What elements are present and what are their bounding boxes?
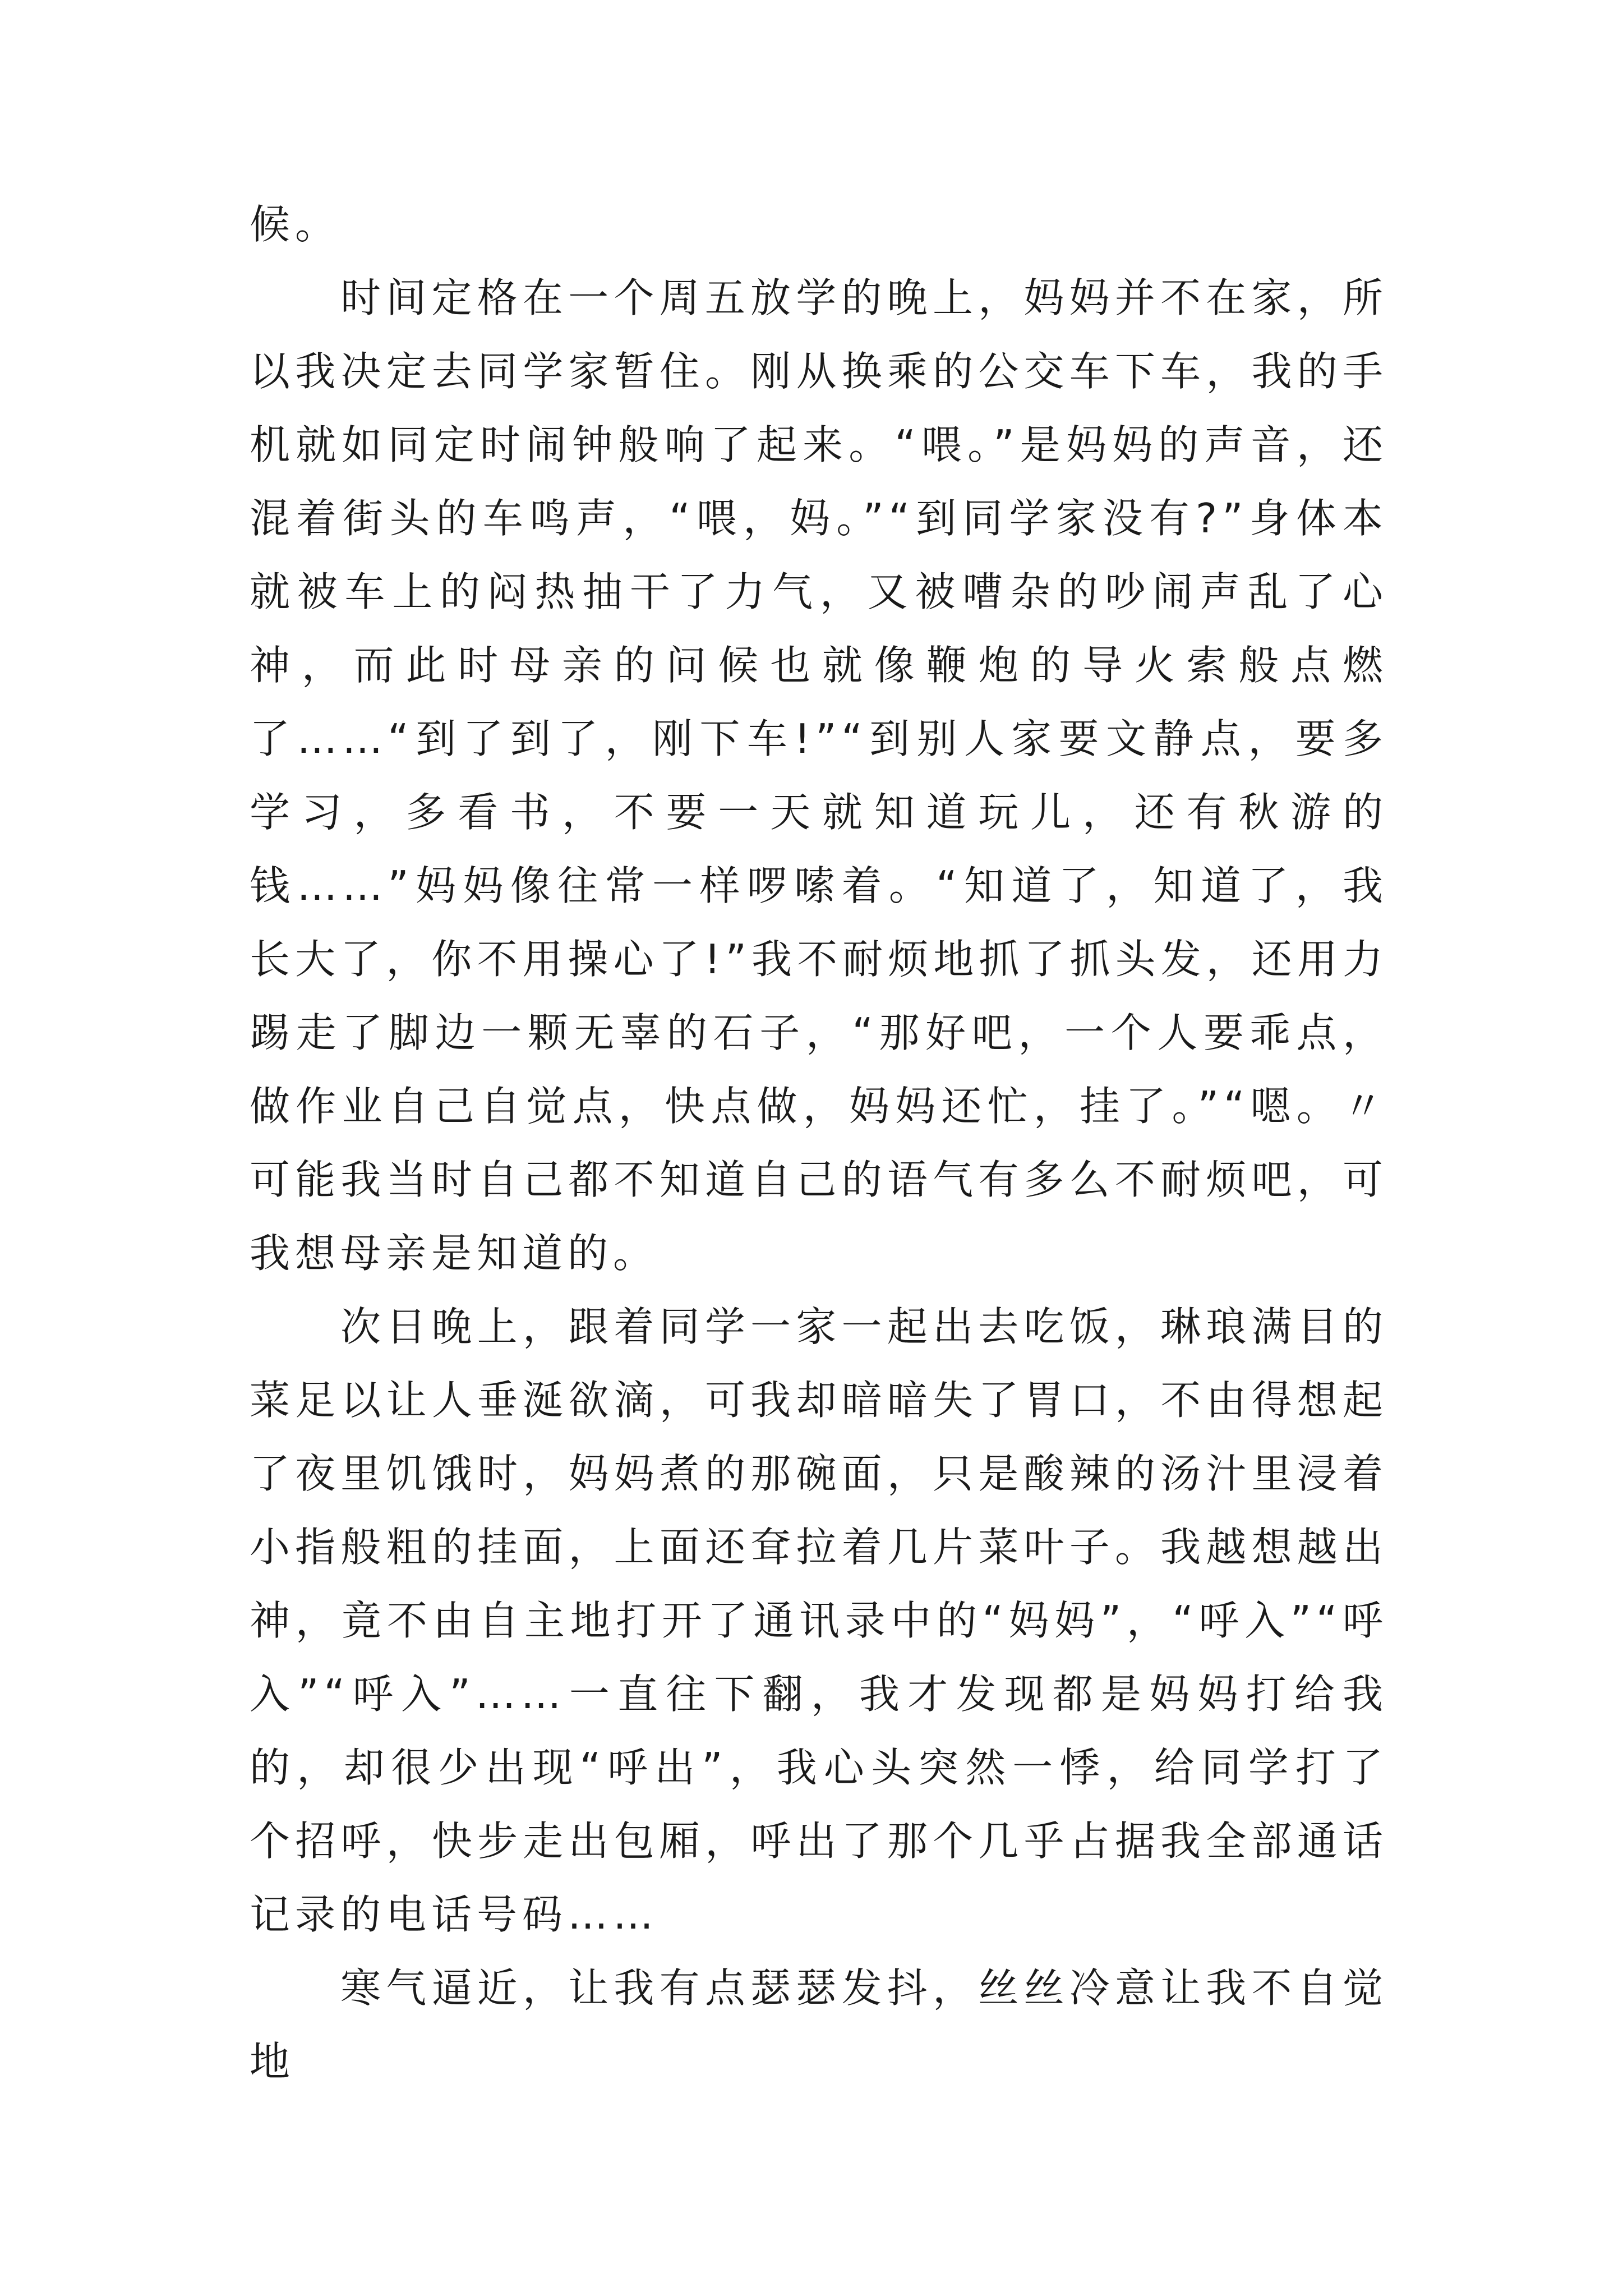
paragraph-next-evening: 次日晚上，跟着同学一家一起出去吃饭，琳琅满目的菜足以让人垂涎欲滴，可我却暗暗失了胃口，不由得想起了夜里饥饿时，妈妈煮的那碗面，只是酸辣的汤汁里浸着小指般粗的挂面，上面还耷拉着几片菜叶子。我越想越出神，竟不由自主地打开了通讯录中的“妈妈”，“呼入”“呼入”“呼入”……一直往下翻，我才发现都是妈妈打给我的，却很少出现“呼出”，我心头突然一悸，给同学打了个招呼，快步走出包厢，呼出了那个几乎占据我全部通话记录的电话号码……: [250, 1303, 1388, 1938]
paragraph-continuation: 候。: [250, 201, 341, 248]
paragraph-phone-call: 时间定格在一个周五放学的晚上，妈妈并不在家，所以我决定去同学家暂住。刚从换乘的公交车下车，我的手机就如同定时闹钟般响了起来。“喂。”是妈妈的声音，还混着街头的车鸣声，“喂，妈。”“到同学家没有?”身体本就被车上的闷热抽干了力气，又被嘈杂的吵闹声乱了心神，而此时母亲的问候也就像鞭炮的导火索般点燃了……“到了到了，刚下车!”“到别人家要文静点，要多学习，多看书，不要一天就知道玩儿，还有秋游的钱……”妈妈像往常一样啰嗦着。“知道了，知道了，我长大了，你不用操心了!”我不耐烦地抓了抓头发，还用力踢走了脚边一颗无辜的石子，“那好吧，一个人要乖点，做作业自己自觉点，快点做，妈妈还忙，挂了。”“嗯。〃可能我当时自己都不知道自己的语气有多么不耐烦吧，可我想母亲是知道的。: [250, 274, 1388, 1277]
essay-text: [250, 188, 1388, 2099]
paragraph-cold-air: 寒气逼近，让我有点瑟瑟发抖，丝丝冷意让我不自觉地: [250, 1964, 1388, 2085]
